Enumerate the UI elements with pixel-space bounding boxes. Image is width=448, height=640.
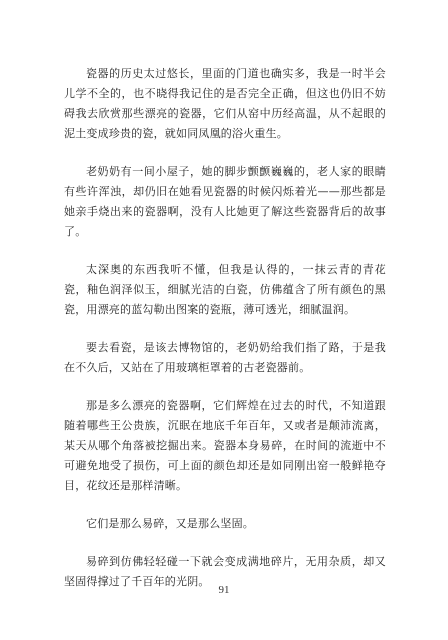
paragraph-4: 要去看瓷，是该去博物馆的，老奶奶给我们指了路，于是我在不久后，又站在了用玻璃柜罩着的古老瓷器前。 xyxy=(64,341,386,374)
page-number: 91 xyxy=(218,584,230,596)
paragraph-1: 瓷器的历史太过悠长，里面的门道也确实多，我是一时半会儿学不全的，也不晓得我记住的是否完全正确，但这也仍旧不妨碍我去欣赏那些漂亮的瓷器，它们从窑中历经高温，从不起眼的泥土变成珍贵的瓷，就如同凤凰的浴火重生。 xyxy=(64,67,386,140)
body-text xyxy=(64,64,386,610)
paragraph-5: 那是多么漂亮的瓷器啊，它们辉煌在过去的时代，不知道跟随着哪些王公贵族，沉眠在地底千年百年，又或者是颠沛流离，某天从哪个角落被挖掘出来。瓷器本身易碎，在时间的流逝中不可避免地受了损伤，可上面的颜色却还是如同刚出窑一般鲜艳夺目，花纹还是那样清晰。 xyxy=(64,399,386,492)
paragraph-2: 老奶奶有一间小屋子，她的脚步颤颤巍巍的，老人家的眼睛有些许浑浊，却仍旧在她看见瓷器的时候闪烁着光——那些都是她亲手烧出来的瓷器啊，没有人比她更了解这些瓷器背后的故事了。 xyxy=(64,165,386,238)
paragraph-7: 易碎到仿佛轻轻碰一下就会变成满地碎片，无用杂质，却又坚固得撑过了千百年的光阴。 xyxy=(64,555,386,588)
paragraph-6: 它们是那么易碎，又是那么坚固。 xyxy=(86,517,254,530)
paragraph-3: 太深奥的东西我听不懂，但我是认得的，一抹云青的青花瓷，釉色润泽似玉，细腻光洁的白瓷，仿佛蕴含了所有颜色的黑瓷，用漂亮的蓝勾勒出图案的瓷瓶，薄可透光，细腻温润。 xyxy=(64,263,386,316)
